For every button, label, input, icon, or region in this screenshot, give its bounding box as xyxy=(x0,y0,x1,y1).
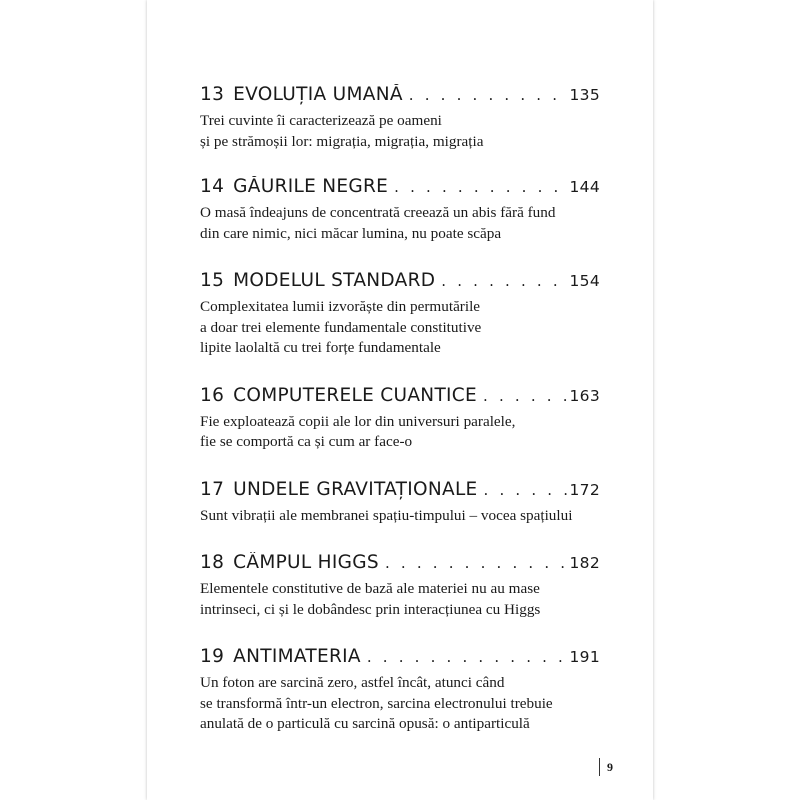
chapter-number: 16 xyxy=(200,384,225,406)
toc-entry-15 xyxy=(200,270,600,359)
chapter-description xyxy=(200,111,600,152)
chapter-heading xyxy=(200,479,600,505)
description-line: lipite laolaltă cu trei forțe fundamentale xyxy=(200,339,441,356)
dot-leader xyxy=(385,554,567,572)
chapter-page-number: 182 xyxy=(569,554,600,572)
chapter-title: CÂMPUL HIGGS xyxy=(233,552,379,573)
page-number: 9 xyxy=(599,758,613,776)
toc-entry-16 xyxy=(200,385,600,453)
toc-entry-13 xyxy=(200,84,600,152)
chapter-title: UNDELE GRAVITAȚIONALE xyxy=(233,478,478,500)
chapter-heading xyxy=(200,84,600,110)
chapter-page-number: 154 xyxy=(569,272,600,290)
description-line: Fie exploatează copii ale lor din universuri paralele, xyxy=(200,412,516,430)
description-line: Un foton are sarcină zero, astfel încât, atunci când xyxy=(200,674,505,691)
description-line: Trei cuvinte îi caracterizează pe oameni xyxy=(200,112,442,129)
dot-leader xyxy=(483,387,566,405)
chapter-number: 15 xyxy=(200,270,225,291)
chapter-title: COMPUTERELE CUANTICE xyxy=(233,384,478,406)
chapter-page-number: 191 xyxy=(569,648,600,666)
chapter-title: GĂURILE NEGRE xyxy=(233,176,389,197)
chapter-page-number: 135 xyxy=(569,86,600,104)
chapter-heading xyxy=(200,552,600,578)
chapter-number: 19 xyxy=(200,646,225,667)
chapter-heading xyxy=(200,270,600,296)
chapter-number: 18 xyxy=(200,552,225,573)
toc-entry-14 xyxy=(200,176,600,244)
description-line: Complexitatea lumii izvorăște din permutările xyxy=(200,298,481,315)
description-line: Elementele constitutive de bază ale materiei nu au mase xyxy=(200,580,540,597)
description-line: O masă îndeajuns de concentrată creează un abis fără fund xyxy=(200,204,556,221)
dot-leader xyxy=(367,648,567,666)
chapter-heading xyxy=(200,646,600,672)
chapter-description xyxy=(200,412,600,453)
dot-leader xyxy=(409,86,567,104)
chapter-description xyxy=(200,297,600,359)
toc-entry-17 xyxy=(200,479,600,527)
dot-leader xyxy=(484,481,567,499)
chapter-title: EVOLUȚIA UMANĂ xyxy=(233,84,403,105)
chapter-title: ANTIMATERIA xyxy=(233,646,361,667)
dot-leader xyxy=(441,272,566,290)
chapter-heading xyxy=(200,385,600,411)
chapter-number: 14 xyxy=(200,176,225,197)
chapter-description xyxy=(200,673,600,735)
description-line: din care nimic, nici măcar lumina, nu poate scăpa xyxy=(200,224,502,242)
description-line: Sunt vibrații ale membranei spațiu-timpului – vocea spațiului xyxy=(200,506,573,524)
chapter-number: 13 xyxy=(200,84,225,105)
description-line: a doar trei elemente fundamentale constitutive xyxy=(200,318,482,336)
table-of-contents xyxy=(200,84,600,735)
description-line: anulată de o particulă cu sarcină opusă: o antiparticulă xyxy=(200,715,530,732)
chapter-description xyxy=(200,506,600,527)
toc-entry-19 xyxy=(200,646,600,735)
description-line: se transformă într-un electron, sarcina electronului trebuie xyxy=(200,694,553,712)
description-line: intrinseci, ci și le dobândesc prin interacțiunea cu Higgs xyxy=(200,600,541,618)
chapter-description xyxy=(200,203,600,244)
dot-leader xyxy=(394,178,566,196)
chapter-description xyxy=(200,579,600,620)
chapter-page-number: 163 xyxy=(569,386,600,405)
chapter-number: 17 xyxy=(200,478,225,500)
description-line: și pe strămoșii lor: migrația, migrația, migrația xyxy=(200,132,484,150)
chapter-page-number: 172 xyxy=(569,480,600,499)
description-line: fie se comportă ca și cum ar face-o xyxy=(200,433,413,450)
toc-entry-18 xyxy=(200,552,600,620)
chapter-title: MODELUL STANDARD xyxy=(233,270,436,291)
chapter-page-number: 144 xyxy=(569,178,600,196)
chapter-heading xyxy=(200,176,600,202)
